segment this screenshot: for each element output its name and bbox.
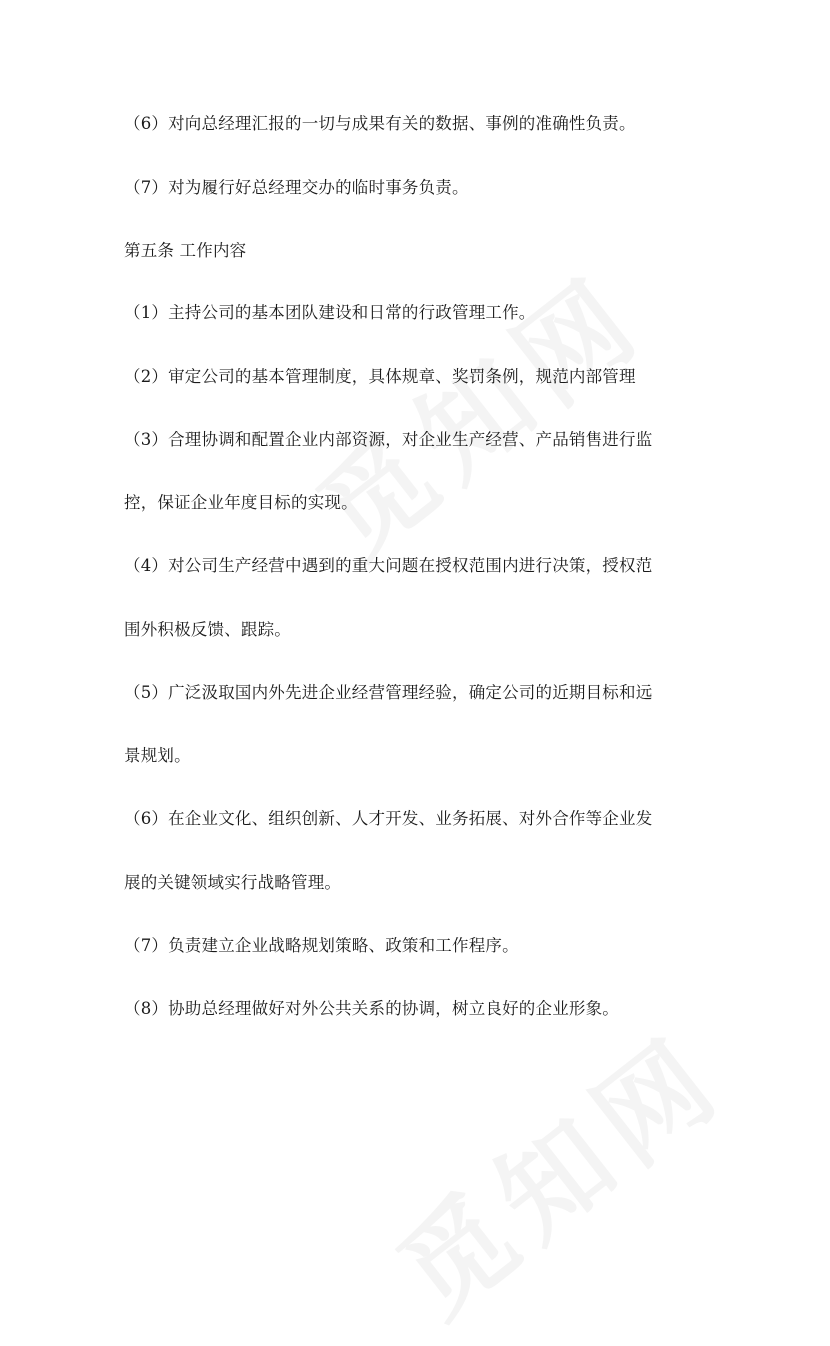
paragraph-line: （8）协助总经理做好对外公共关系的协调，树立良好的企业形象。: [124, 999, 619, 1018]
watermark: [361, 992, 751, 1346]
paragraph-line: 景规划。: [124, 746, 191, 765]
watermark: [281, 232, 671, 586]
paragraph-line: （2）审定公司的基本管理制度，具体规章、奖罚条例，规范内部管理: [124, 367, 636, 386]
paragraph-line: （4）对公司生产经营中遇到的重大问题在授权范围内进行决策，授权范: [124, 556, 653, 575]
paragraph-line: （7）负责建立企业战略规划策略、政策和工作程序。: [124, 936, 519, 955]
paragraph-line: （1）主持公司的基本团队建设和日常的行政管理工作。: [124, 303, 536, 322]
paragraph-line: 围外积极反馈、跟踪。: [124, 620, 291, 639]
paragraph-line: 控，保证企业年度目标的实现。: [124, 493, 358, 512]
section-heading: 第五条 工作内容: [124, 241, 247, 260]
paragraph-line: 展的关键领域实行战略管理。: [124, 873, 342, 892]
paragraph-line: （6）对向总经理汇报的一切与成果有关的数据、事例的准确性负责。: [124, 114, 636, 133]
paragraph-line: （3）合理协调和配置企业内部资源，对企业生产经营、产品销售进行监: [124, 430, 653, 449]
paragraph-line: （5）广泛汲取国内外先进企业经营管理经验，确定公司的近期目标和远: [124, 683, 653, 702]
paragraph-line: （7）对为履行好总经理交办的临时事务负责。: [124, 178, 469, 197]
paragraph-line: （6）在企业文化、组织创新、人才开发、业务拓展、对外合作等企业发: [124, 809, 653, 828]
